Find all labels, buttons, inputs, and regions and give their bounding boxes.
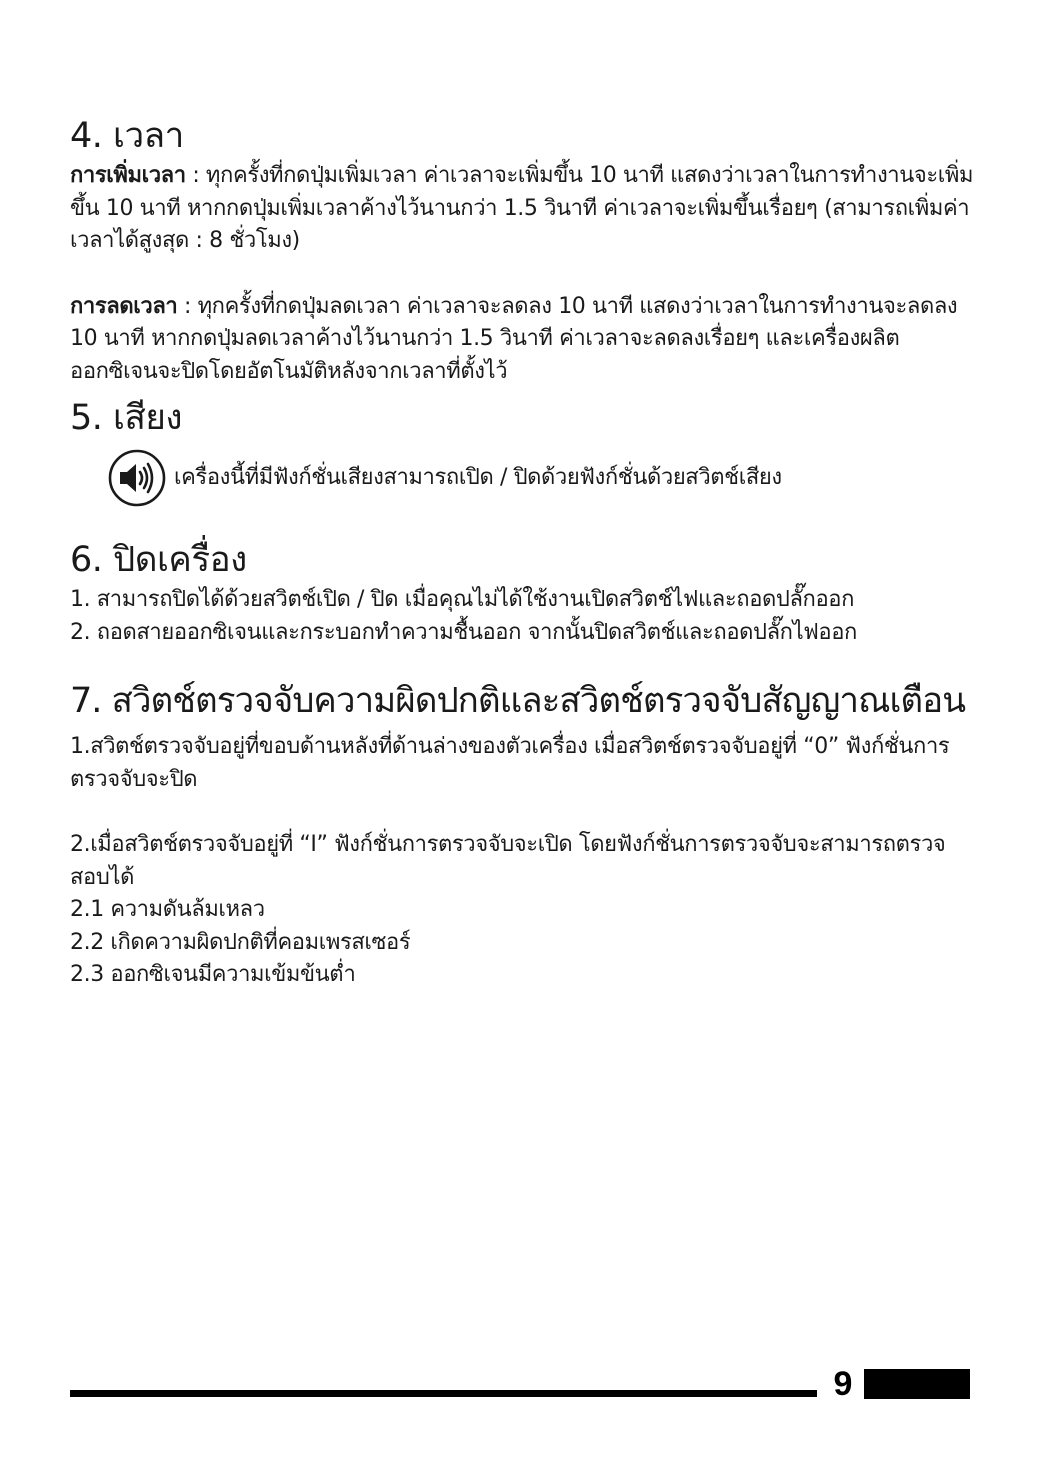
detection-switch-paragraph-1: 1.สวิตช์ตรวจจับอยู่ที่ขอบด้านหลังที่ด้านล่างของตัวเครื่อง เมื่อสวิตช์ตรวจจับอยู่ที่ “0” ฟังก์ชั่นการตรวจจับจะปิด	[70, 734, 950, 792]
page-number-block	[864, 1369, 970, 1399]
page-number: 9	[833, 1365, 853, 1403]
decrease-time-label: การลดเวลา	[70, 293, 178, 319]
section-5-heading: 5. เสียง	[70, 398, 182, 438]
section-7-heading: 7. สวิตช์ตรวจจับความผิดปกติและสวิตช์ตรวจจับสัญญาณเตือน	[70, 681, 966, 721]
decrease-time-paragraph	[70, 291, 975, 389]
detection-item-3: 2.3 ออกซิเจนมีความเข้มข้นต่ำ	[70, 962, 356, 987]
speaker-icon	[108, 449, 166, 507]
decrease-time-text: : ทุกครั้งที่กดปุ่มลดเวลา ค่าเวลาจะลดลง 10 นาที แสดงว่าเวลาในการทำงานจะลดลง 10 นาที หากกดปุ่มลดเวลาค้างไว้นานกว่า 1.5 วินาที ค่าเวลาจะลดลงเรื่อยๆ และเครื่องผลิตออกซิเจนจะปิดโดยอัตโนมัติหลังจากเวลาที่ตั้งไว้	[70, 293, 958, 384]
shutdown-step-1: 1. สามารถปิดได้ด้วยสวิตช์เปิด / ปิด เมื่อคุณไม่ได้ใช้งานเปิดสวิตช์ไฟและถอดปลั๊กออก	[70, 587, 855, 612]
section-6-heading: 6. ปิดเครื่อง	[70, 540, 247, 580]
increase-time-text: : ทุกครั้งที่กดปุ่มเพิ่มเวลา ค่าเวลาจะเพิ่มขึ้น 10 นาที แสดงว่าเวลาในการทำงานจะเพิ่มขึ้น 10 นาที หากกดปุ่มเพิ่มเวลาค้างไว้นานกว่า 1.5 วินาที ค่าเวลาจะเพิ่มขึ้นเรื่อยๆ (สามารถเพิ่มค่าเวลาได้สูงสุด : 8 ชั่วโมง)	[70, 163, 974, 253]
sound-row	[108, 448, 975, 508]
page-content	[70, 112, 975, 992]
detection-item-1: 2.1 ความดันล้มเหลว	[70, 897, 265, 922]
detection-item-2: 2.2 เกิดความผิดปกติที่คอมเพรสเซอร์	[70, 929, 411, 955]
shutdown-step-2: 2. ถอดสายออกซิเจนและกระบอกทำความชื้นออก จากนั้นปิดสวิตช์และถอดปลั๊กไฟออก	[70, 619, 857, 645]
increase-time-label: การเพิ่มเวลา	[70, 163, 186, 188]
increase-time-paragraph	[70, 160, 975, 258]
sound-description: เครื่องนี้ที่มีฟังก์ชั่นเสียงสามารถเปิด / ปิดด้วยฟังก์ชั่นด้วยสวิตช์เสียง	[174, 464, 782, 490]
detection-switch-paragraph-2: 2.เมื่อสวิตช์ตรวจจับอยู่ที่ “I” ฟังก์ชั่นการตรวจจับจะเปิด โดยฟังก์ชั่นการตรวจจับจะสามารถตรวจสอบได้	[70, 832, 946, 890]
section-4-heading: 4. เวลา	[70, 116, 184, 156]
footer-rule	[70, 1390, 817, 1397]
